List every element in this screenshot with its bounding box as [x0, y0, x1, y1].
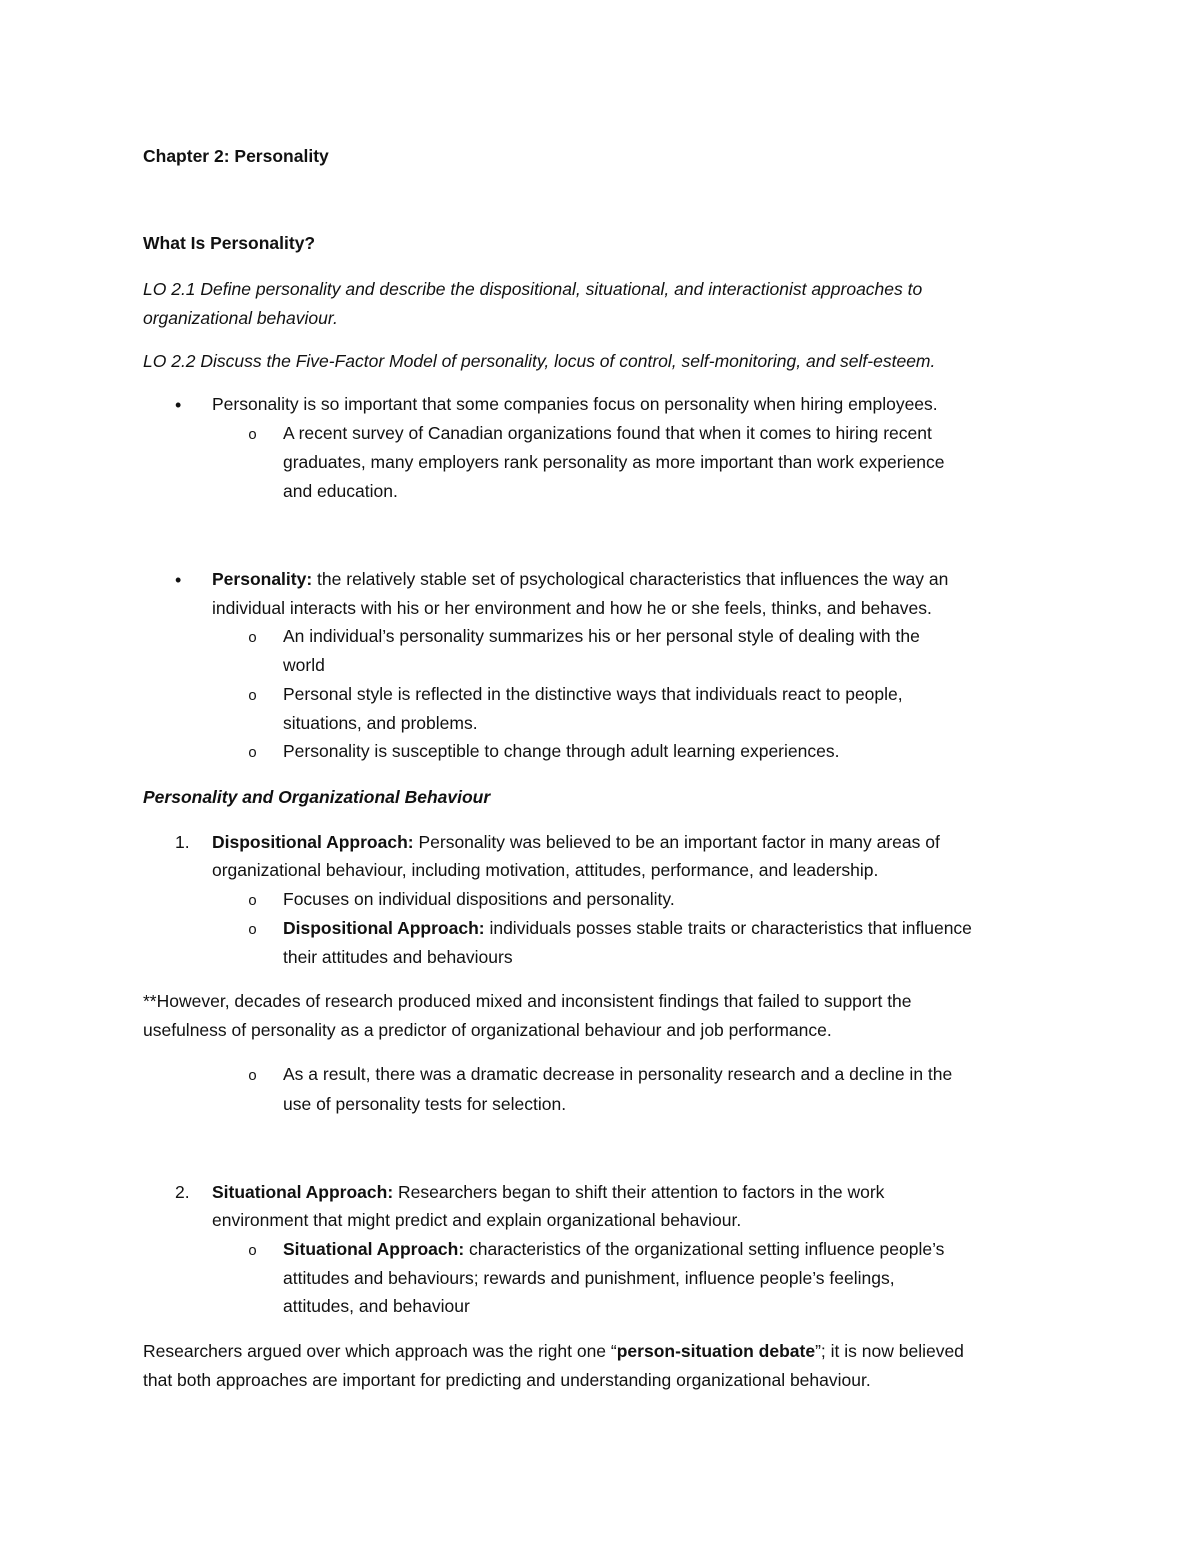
bullet-2-sub-2-line1: Personal style is reflected in the distinctive ways that individuals react to people,: [283, 684, 903, 704]
item-2-sub-1-line1: [283, 1241, 944, 1259]
list-number-1: 1.: [175, 832, 190, 852]
closing-paragraph-line1: [143, 1343, 964, 1361]
learning-objective-2-2: LO 2.2 Discuss the Five-Factor Model of personality, locus of control, self-monitoring, and self-esteem.: [143, 351, 936, 371]
item-1-text: Personality was believed to be an important factor in many areas of: [413, 832, 940, 852]
bullet-2-definition: the relatively stable set of psychological characteristics that influences the way an: [312, 569, 949, 589]
sub-bullet-marker: o: [248, 630, 258, 647]
bullet-2-sub-1-line1: An individual’s personality summarizes his or her personal style of dealing with the: [283, 626, 920, 646]
item-2-text: Researchers began to shift their attention to factors in the work: [393, 1182, 885, 1202]
bullet-marker: •: [175, 570, 182, 590]
bullet-2-sub-3: Personality is susceptible to change through adult learning experiences.: [283, 741, 840, 761]
result-line1: As a result, there was a dramatic decrease in personality research and a decline in the: [283, 1064, 953, 1084]
closing-text-post: ”; it is now believed: [815, 1341, 964, 1361]
learning-objective-2-1-line1: LO 2.1 Define personality and describe the dispositional, situational, and interactionist approaches to: [143, 279, 923, 299]
item-1-sub-2-line2: their attitudes and behaviours: [283, 947, 513, 967]
page-title: Chapter 2: Personality: [143, 146, 329, 166]
item-1-line2: organizational behaviour, including motivation, attitudes, performance, and leadership.: [212, 860, 879, 880]
item-2-sub-1-text: characteristics of the organizational setting influence people’s: [464, 1239, 945, 1259]
sub-bullet-marker: o: [248, 1068, 258, 1085]
bullet-2-line2: individual interacts with his or her environment and how he or she feels, thinks, and behaves.: [212, 598, 932, 618]
bullet-2-line1: [212, 571, 948, 589]
however-paragraph-line2: usefulness of personality as a predictor of organizational behaviour and job performance.: [143, 1020, 832, 1040]
bullet-1-sub-1-line3: and education.: [283, 481, 398, 501]
item-2-sub-1-line3: attitudes, and behaviour: [283, 1296, 470, 1316]
sub-bullet-marker: o: [248, 1243, 258, 1260]
sub-bullet-marker: o: [248, 922, 258, 939]
bullet-1-sub-1-line1: A recent survey of Canadian organizations found that when it comes to hiring recent: [283, 423, 932, 443]
bullet-marker: •: [175, 395, 182, 415]
sub-bullet-marker: o: [248, 688, 258, 705]
sub-bullet-marker: o: [248, 427, 258, 444]
list-number-2: 2.: [175, 1182, 190, 1202]
however-paragraph-line1: **However, decades of research produced mixed and inconsistent findings that failed to support the: [143, 991, 912, 1011]
section-heading-what-is-personality: What Is Personality?: [143, 233, 316, 253]
item-2-line2: environment that might predict and explain organizational behaviour.: [212, 1210, 742, 1230]
item-2-sub-1-line2: attitudes and behaviours; rewards and punishment, influence people’s feelings,: [283, 1268, 895, 1288]
item-1-line1: [212, 834, 940, 852]
term-situational-approach: Situational Approach:: [283, 1239, 465, 1259]
closing-paragraph-line2: that both approaches are important for predicting and understanding organizational behaviour.: [143, 1370, 871, 1390]
closing-text-pre: Researchers argued over which approach was the right one “: [143, 1341, 617, 1361]
result-line2: use of personality tests for selection.: [283, 1094, 567, 1114]
item-1-sub-1: Focuses on individual dispositions and personality.: [283, 889, 675, 909]
sub-bullet-marker: o: [248, 745, 258, 762]
item-2-line1: [212, 1184, 884, 1202]
term-person-situation-debate: person-situation debate: [616, 1341, 816, 1361]
term-dispositional-approach: Dispositional Approach:: [212, 832, 414, 852]
term-personality: Personality:: [212, 569, 313, 589]
term-situational-approach: Situational Approach:: [212, 1182, 394, 1202]
bullet-2-sub-2-line2: situations, and problems.: [283, 713, 478, 733]
term-dispositional-approach: Dispositional Approach:: [283, 918, 485, 938]
bullet-1-sub-1-line2: graduates, many employers rank personality as more important than work experience: [283, 452, 945, 472]
bullet-1-text: Personality is so important that some companies focus on personality when hiring employees.: [212, 394, 938, 414]
sub-bullet-marker: o: [248, 893, 258, 910]
learning-objective-2-1-line2: organizational behaviour.: [143, 308, 338, 328]
bullet-2-sub-1-line2: world: [283, 655, 325, 675]
item-1-sub-2-text: individuals posses stable traits or characteristics that influence: [484, 918, 972, 938]
item-1-sub-2-line1: [283, 920, 972, 938]
section-heading-personality-and-ob: Personality and Organizational Behaviour: [143, 787, 491, 807]
